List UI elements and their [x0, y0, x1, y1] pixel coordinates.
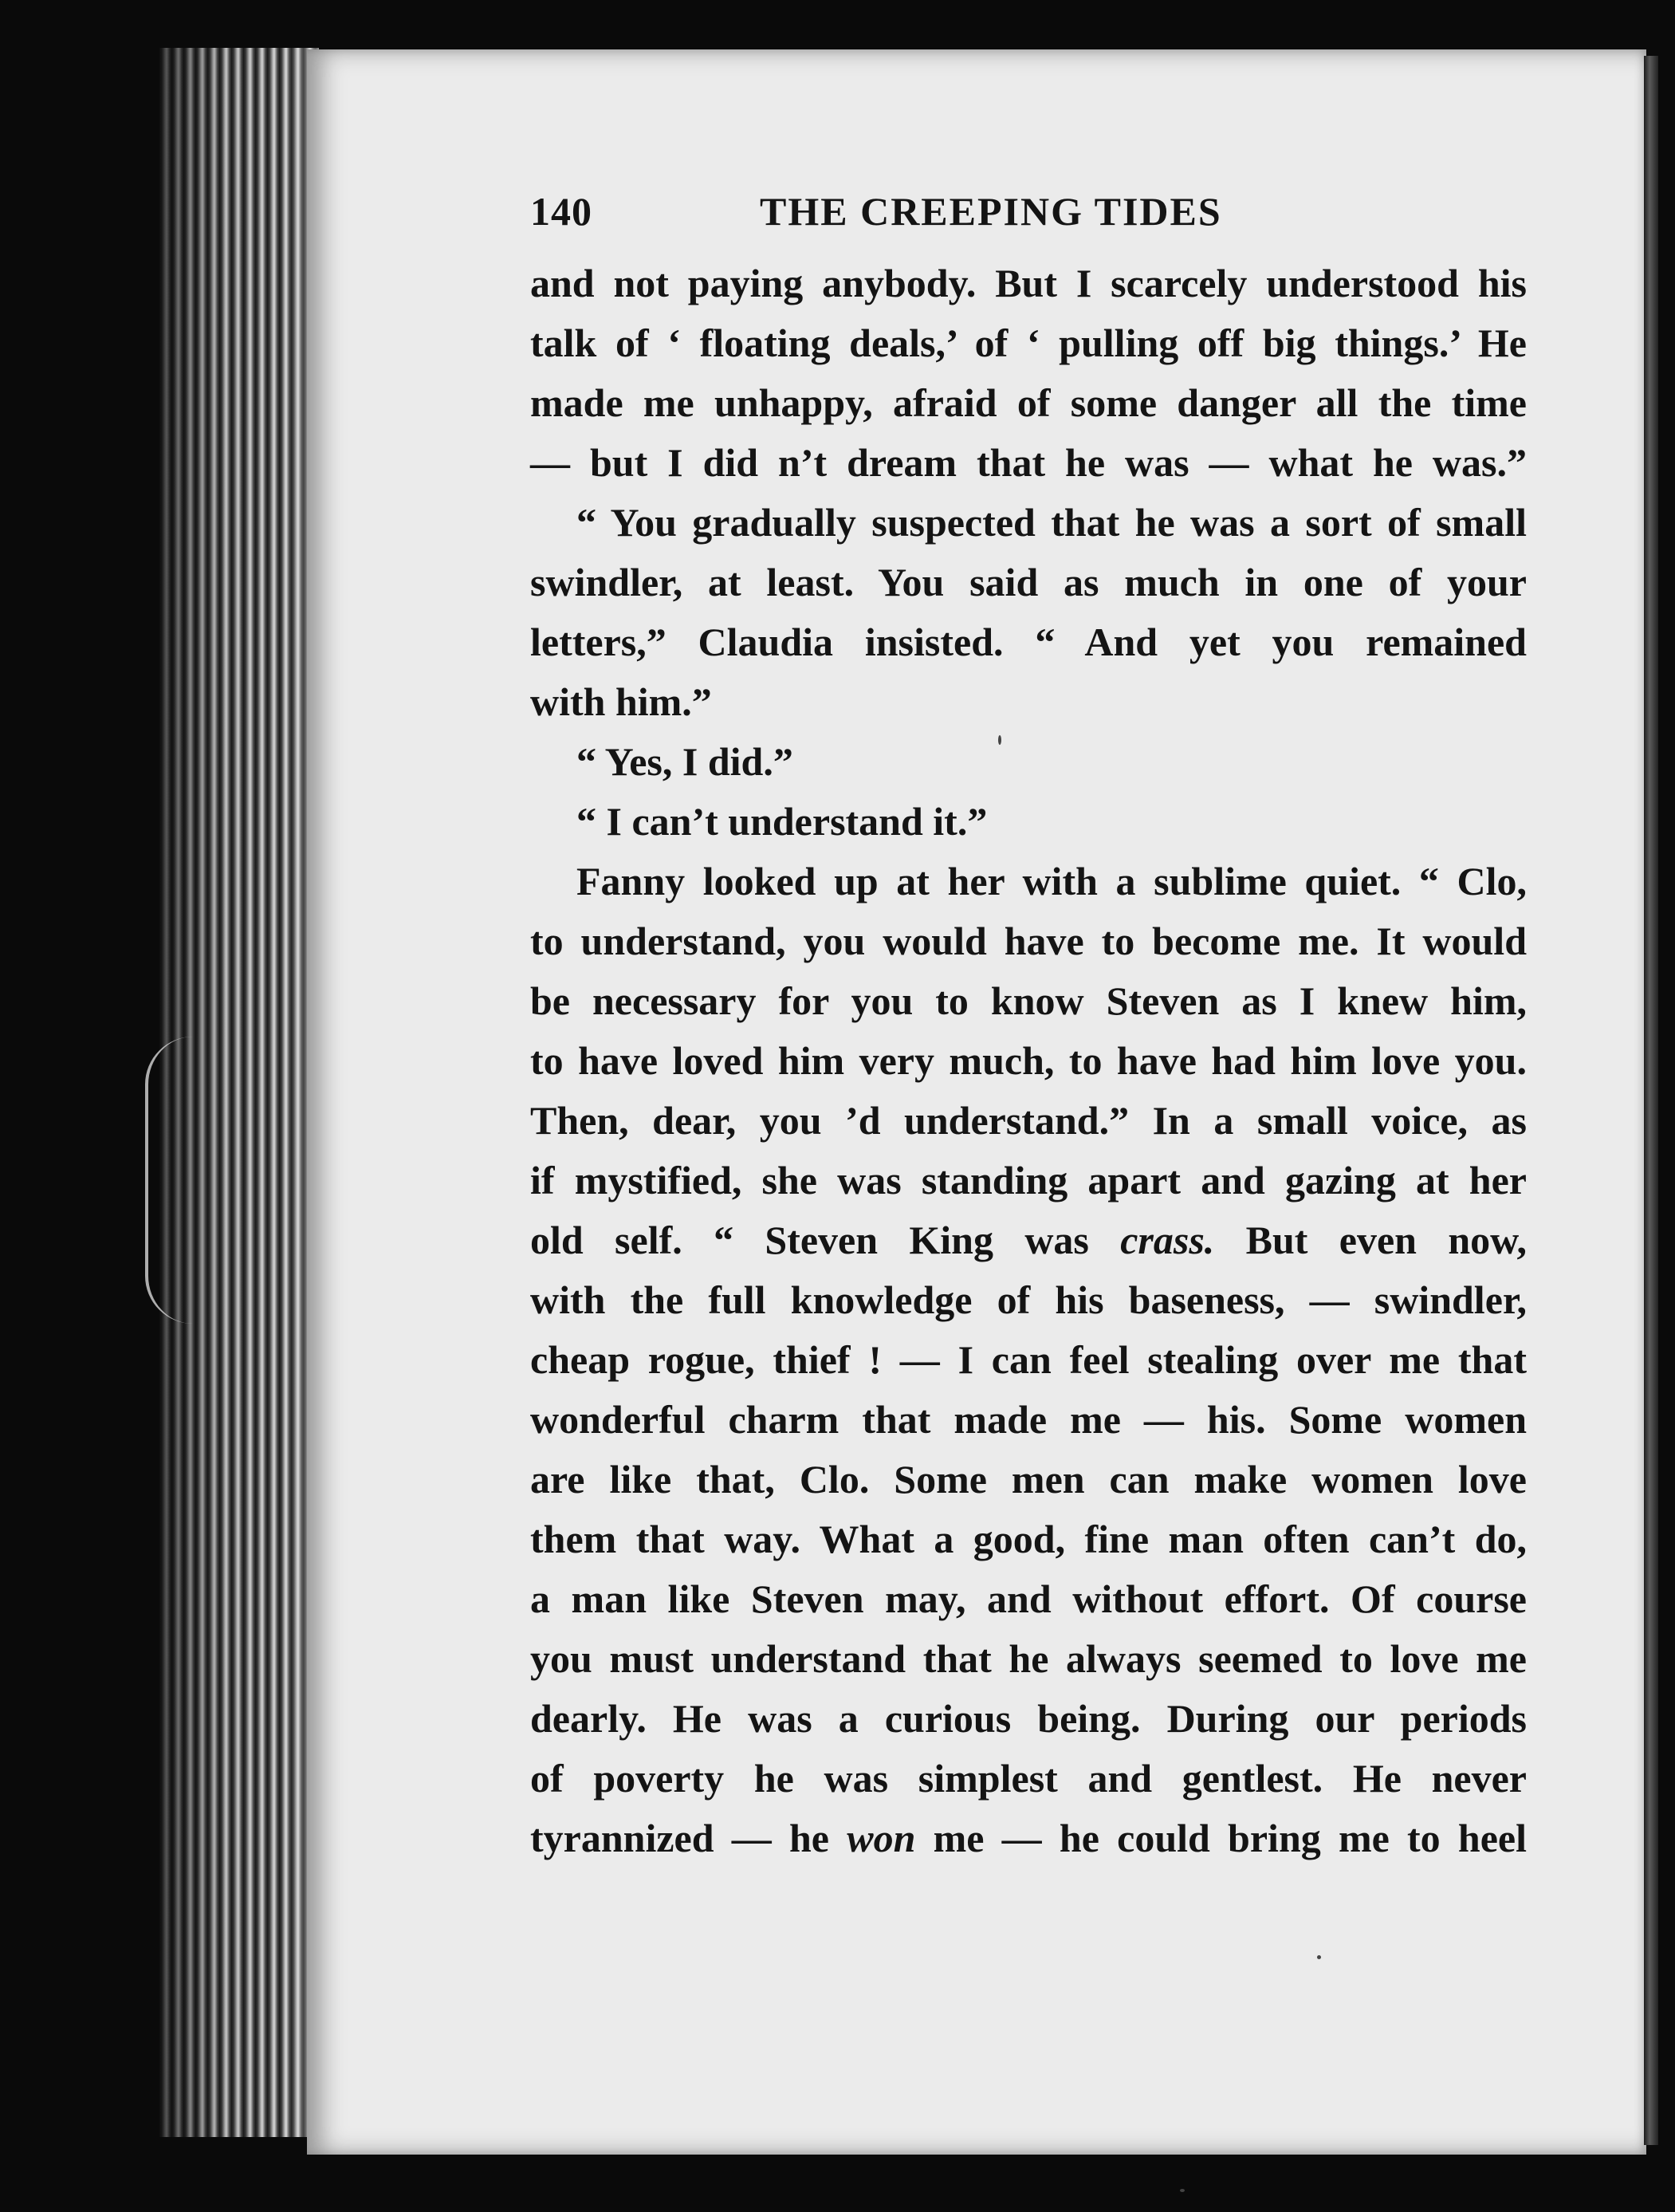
italic-word: won — [847, 1816, 916, 1860]
text-line: of poverty he was simplest and gentlest. He never — [530, 1756, 1527, 1801]
print-speck — [998, 735, 1001, 745]
text-line: if mystified, she was standing apart and gazing at her — [530, 1158, 1527, 1202]
text-line: “ Yes, I did.” — [576, 739, 793, 784]
text-line: Fanny looked up at her with a sublime quiet. “ Clo, — [576, 859, 1527, 903]
text-line: swindler, at least. You said as much in one of your — [530, 560, 1527, 604]
running-head — [530, 182, 1527, 254]
text-line: Then, dear, you ’d understand.” In a small voice, as — [530, 1098, 1527, 1143]
text-line: a man like Steven may, and without effort. Of course — [530, 1576, 1527, 1621]
text-line-segment: But even now, — [1214, 1218, 1527, 1262]
text-line: with him.” — [530, 679, 712, 724]
text-line: them that way. What a good, fine man often can’t do, — [530, 1517, 1527, 1561]
text-line-segment: tyrannized — he — [530, 1816, 847, 1860]
page-text-block — [530, 182, 1527, 1868]
text-line: to understand, you would have to become me. It would — [530, 919, 1527, 963]
text-line: cheap rogue, thief ! — I can feel stealing over me that — [530, 1337, 1527, 1382]
text-line — [530, 1809, 1527, 1868]
text-line: to have loved him very much, to have had him love you. — [530, 1038, 1527, 1083]
body-text — [530, 254, 1527, 1868]
curled-page-edge — [145, 1037, 236, 1324]
text-line-segment: old self. “ Steven King was — [530, 1218, 1121, 1262]
text-line-segment: me — he could bring me to heel — [915, 1816, 1527, 1860]
page-number: 140 — [530, 189, 592, 234]
text-line — [530, 1210, 1527, 1270]
text-line: be necessary for you to know Steven as I knew him, — [530, 978, 1527, 1023]
text-line: wonderful charm that made me — his. Some women — [530, 1397, 1527, 1442]
text-line: dearly. He was a curious being. During our periods — [530, 1696, 1527, 1741]
text-line: talk of ‘ floating deals,’ of ‘ pulling off big things.’ He — [530, 321, 1527, 365]
text-line: letters,” Claudia insisted. “ And yet you remained — [530, 620, 1527, 664]
text-line: with the full knowledge of his baseness, — swindler, — [530, 1277, 1527, 1322]
print-speck — [1180, 2189, 1185, 2192]
text-line: are like that, Clo. Some men can make women love — [530, 1457, 1527, 1502]
text-line: made me unhappy, afraid of some danger all the time — [530, 380, 1527, 425]
book-right-edge — [1644, 56, 1658, 2145]
text-line: — but I did n’t dream that he was — what he was.” — [530, 440, 1527, 485]
print-speck — [1317, 1955, 1321, 1959]
running-title: THE CREEPING TIDES — [760, 189, 1222, 234]
text-line: “ I can’t understand it.” — [576, 799, 988, 844]
text-line: and not paying anybody. But I scarcely understood his — [530, 261, 1527, 305]
text-line: “ You gradually suspected that he was a sort of small — [576, 500, 1527, 545]
text-line: you must understand that he always seemed to love me — [530, 1636, 1527, 1681]
italic-word: crass. — [1120, 1218, 1215, 1262]
